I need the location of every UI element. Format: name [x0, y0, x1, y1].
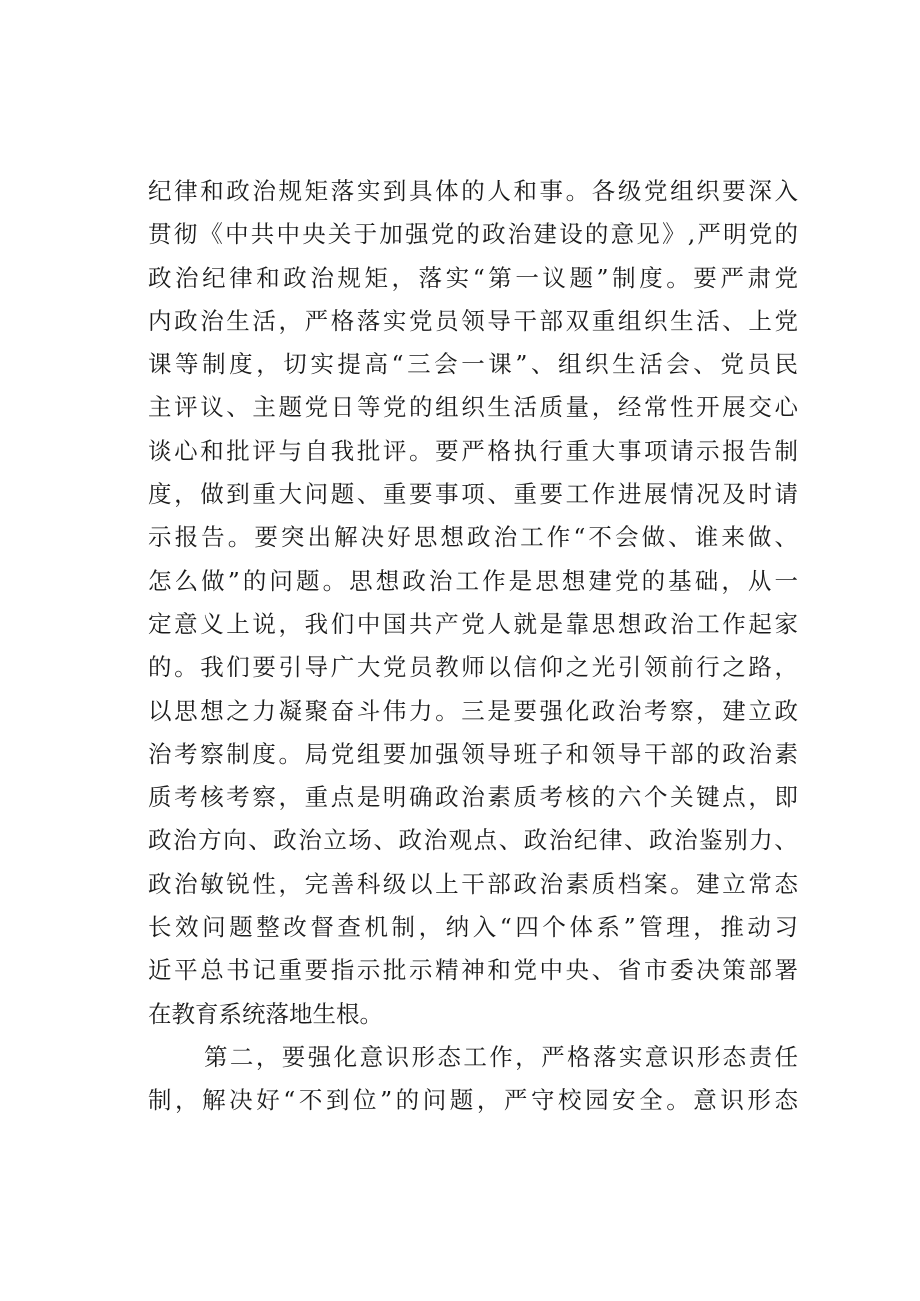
text-line: 长效问题整改督查机制，纳入“四个体系”管理，推动习	[148, 913, 798, 942]
text-line: 政治方向、政治立场、政治观点、政治纪律、政治鉴别力、	[148, 826, 798, 855]
text-line: 在教育系统落地生根。	[148, 999, 383, 1028]
text-line: 主评议、主题党日等党的组织生活质量，经常性开展交心	[148, 393, 798, 422]
text-line: 近平总书记重要指示批示精神和党中央、省市委决策部署	[148, 956, 798, 985]
text-line: 定意义上说，我们中国共产党人就是靠思想政治工作起家	[148, 609, 798, 638]
text-line: 政治纪律和政治规矩，落实“第一议题”制度。要严肃党	[148, 263, 798, 292]
text-line: 贯彻《中共中央关于加强党的政治建设的意见》,严明党的	[148, 220, 798, 249]
paragraph-1	[148, 170, 798, 1036]
text-line: 以思想之力凝聚奋斗伟力。三是要强化政治考察，建立政	[148, 696, 798, 725]
text-line: 谈心和批评与自我批评。要严格执行重大事项请示报告制	[148, 436, 798, 465]
paragraph-2	[148, 1036, 798, 1123]
text-line: 怎么做”的问题。思想政治工作是思想建党的基础，从一	[148, 566, 798, 595]
text-line: 内政治生活，严格落实党员领导干部双重组织生活、上党	[148, 306, 798, 335]
text-line: 治考察制度。局党组要加强领导班子和领导干部的政治素	[148, 739, 798, 768]
text-line: 第二，要强化意识形态工作，严格落实意识形态责任	[204, 1042, 798, 1071]
text-line: 政治敏锐性，完善科级以上干部政治素质档案。建立常态	[148, 869, 798, 898]
text-line: 纪律和政治规矩落实到具体的人和事。各级党组织要深入	[148, 177, 798, 205]
text-line: 课等制度，切实提高“三会一课”、组织生活会、党员民	[148, 350, 798, 379]
text-line: 度，做到重大问题、重要事项、重要工作进展情况及时请	[148, 480, 798, 509]
body-text	[148, 170, 798, 1123]
text-line: 的。我们要引导广大党员教师以信仰之光引领前行之路，	[148, 653, 798, 682]
text-line: 制，解决好“不到位”的问题，严守校园安全。意识形态	[148, 1086, 798, 1115]
text-line: 质考核考察，重点是明确政治素质考核的六个关键点，即	[148, 783, 798, 812]
text-line: 示报告。要突出解决好思想政治工作“不会做、谁来做、	[148, 523, 798, 552]
